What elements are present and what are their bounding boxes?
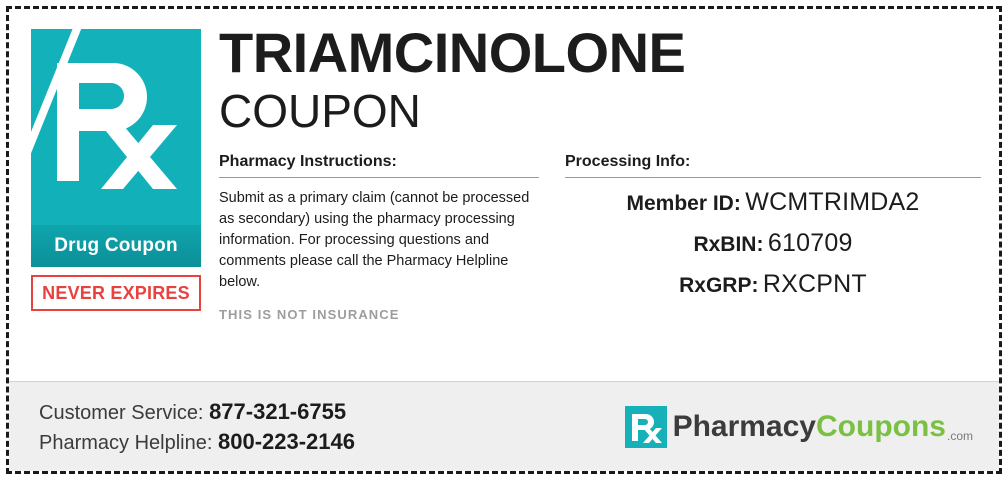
brand-wordmark [673,410,946,444]
brand-rx-glyph [625,406,667,448]
rx-symbol-icon [31,29,201,225]
contact-numbers [39,395,625,459]
member-id-label: Member ID: [626,192,741,215]
brand-word-coupons: Coupons [816,409,946,443]
brand-word-pharmacy: Pharmacy [672,409,816,443]
processing-info-heading: Processing Info: [565,153,981,178]
rxbin-value: 610709 [767,229,853,257]
pharmacy-helpline-label: Pharmacy Helpline: [39,431,213,454]
coupon-inner [9,9,999,471]
detail-columns [219,153,981,322]
page-subtitle: COUPON [219,85,421,137]
customer-service-number[interactable]: 877-321-6755 [209,398,347,424]
rxbin-label: RxBIN: [693,233,764,256]
member-id-value: WCMTRIMDA2 [745,188,920,216]
pharmacy-instructions-heading: Pharmacy Instructions: [219,153,539,178]
customer-service-label: Customer Service: [39,401,204,424]
coupon-top-area [9,9,999,381]
pharmacy-helpline-number[interactable]: 800-223-2146 [217,428,355,454]
not-insurance-disclaimer: THIS IS NOT INSURANCE [219,307,400,322]
rxgrp-value: RXCPNT [762,270,867,298]
member-id-row [565,188,981,217]
pharmacycoupons-brand-logo[interactable] [625,406,973,448]
processing-info-section [559,153,981,322]
content-column [211,9,999,381]
never-expires-badge: NEVER EXPIRES [31,275,201,311]
rxbin-row [565,229,981,258]
drug-coupon-label: Drug Coupon [31,225,201,267]
rxgrp-label: RxGRP: [679,274,759,297]
pharmacy-instructions-body: Submit as a primary claim (cannot be processed as secondary) using the pharmacy processing information. For processing questions and comments please call the Pharmacy Helpline below. [219,190,530,290]
pharmacy-helpline-line [39,429,625,455]
rx-logo-box [31,29,201,225]
page-title: TRIAMCINOLONE [219,21,686,84]
customer-service-line [39,399,625,425]
brand-rx-icon [625,406,667,448]
pharmacy-instructions-section [219,153,559,322]
brand-tld: .com [946,428,973,443]
rxgrp-row [565,270,981,299]
coupon-footer [9,381,999,471]
logo-column [9,9,211,381]
